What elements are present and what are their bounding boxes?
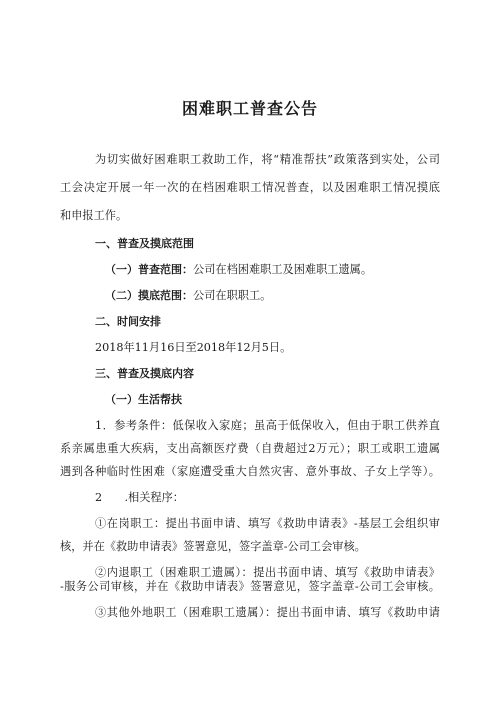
intro-line-2: 工会决定开展一年一次的在档困难职工情况普查，以及困难职工情况摸底 — [60, 181, 440, 194]
section3-p3-line-1: ①在岗职工：提出书面申请、填写《救助申请表》-基层工会组织审 — [95, 517, 440, 530]
section2-heading: 二、时间安排 — [95, 315, 161, 328]
section2-text: 2018年11月16日至2018年12月5日。 — [95, 341, 292, 354]
section3-heading: 三、普查及摸底内容 — [95, 367, 194, 380]
section1-item1-label: （一）普查范围： — [105, 263, 193, 276]
section3-p1-line-3: 遇到各种临时性困难（家庭遭受重大自然灾害、意外事故、子女上学等）。 — [60, 465, 440, 478]
section1-item2 — [105, 289, 271, 303]
section3-sub1: （一）生活帮扶 — [105, 393, 182, 406]
section1-item2-text: 公司在职职工。 — [193, 289, 272, 302]
section3-p3-line-2: 核，并在《救助申请表》签署意见，签字盖章-公司工会审核。 — [60, 540, 366, 553]
section3-p4-line-1: ②内退职工（困难职工遗属）：提出书面申请、填写《救助申请表》 — [95, 566, 440, 579]
section1-heading: 一、普查及摸底范围 — [95, 237, 194, 250]
section1-item1 — [105, 263, 372, 277]
intro-line-3: 和申报工作。 — [60, 209, 128, 222]
section1-item1-text: 公司在档困难职工及困难职工遗属。 — [193, 263, 373, 276]
section3-p1-line-2: 系亲属患重大疾病，支出高额医疗费（自费超过2万元）；职工或职工遗属 — [60, 442, 440, 455]
section3-p4-line-2: -服务公司审核，并在《救助申请表》签署意见，签字盖章-公司工会审核。 — [60, 580, 440, 593]
section3-p1-line-1: 1．参考条件：低保收入家庭；虽高于低保收入，但由于职工供养直 — [95, 419, 440, 432]
section3-p2: 2 .相关程序： — [95, 491, 184, 504]
page-title: 困难职工普查公告 — [181, 99, 318, 118]
intro-line-1: 为切实做好困难职工救助工作，将“精准帮扶”政策落到实处，公司 — [95, 153, 440, 166]
section3-p5-line-1: ③其他外地职工（困难职工遗属）：提出书面申请、填写《救助申请 — [95, 606, 440, 619]
section1-item2-label: （二）摸底范围： — [105, 289, 193, 302]
